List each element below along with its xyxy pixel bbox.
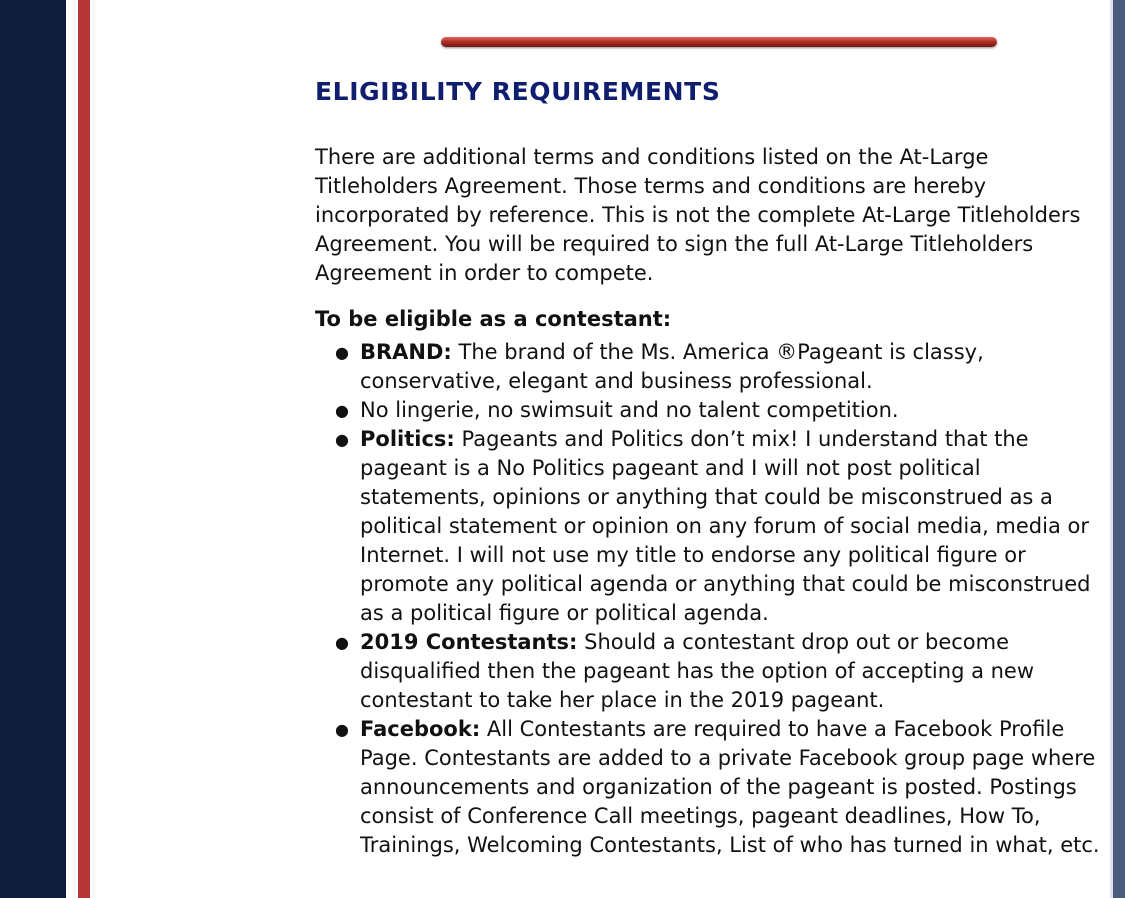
list-item-politics: [335, 425, 1112, 628]
requirements-list: [315, 338, 1115, 860]
list-item-facebook: [335, 715, 1112, 860]
left-red-stripe: [78, 0, 90, 898]
bullet-icon: ●: [335, 720, 349, 739]
item-text: Pageants and Politics don’t mix! I understand that the pageant is a No Politics pageant and I will not post political statements, opinions or anything that could be misconstrued as a political statement or opinion on any forum of social media, media or Internet. I will not use my title to endorse any political figure or promote any political agenda or anything that could be misconstrued as a political figure or political agenda.: [360, 427, 1091, 625]
bullet-icon: ●: [335, 401, 349, 420]
intro-paragraph: There are additional terms and conditions listed on the At-Large Titleholders Agreement. Those terms and conditions are hereby incorporated by reference. This is not the complete At-Large Titleholders Agreement. You will be required to sign the full At-Large Titleholders Agreement in order to compete.: [315, 145, 1081, 285]
list-item-no-lingerie: [335, 396, 1112, 425]
list-item-brand: [335, 338, 1112, 396]
bullet-icon: ●: [335, 633, 349, 652]
item-label: 2019 Contestants:: [360, 630, 578, 654]
item-label: BRAND:: [360, 340, 452, 364]
main-content: [315, 74, 1115, 860]
item-text: Should a contestant drop out or become disqualified then the pageant has the option of accepting a new contestant to take her place in the 2019 pageant.: [360, 630, 1035, 712]
item-label: Facebook:: [360, 717, 481, 741]
item-text: All Contestants are required to have a Facebook Profile Page. Contestants are added to a private Facebook group page where announcements and organization of the pageant is posted. Postings consist of Conference Call meetings, pageant deadlines, How To, Trainings, Welcoming Contestants, List of who has turned in what, etc.: [360, 717, 1100, 857]
item-text: No lingerie, no swimsuit and no talent competition.: [360, 398, 899, 422]
left-navy-stripe: [0, 0, 66, 898]
item-text: The brand of the Ms. America ®Pageant is classy, conservative, elegant and business professional.: [360, 340, 984, 393]
section-divider-bar: [441, 37, 997, 47]
list-item-2019-contestants: [335, 628, 1112, 715]
eligibility-subheading: To be eligible as a contestant:: [315, 307, 672, 331]
item-label: Politics:: [360, 427, 455, 451]
page-title: ELIGIBILITY REQUIREMENTS: [315, 77, 721, 106]
bullet-icon: ●: [335, 343, 349, 362]
left-white-stripe: [66, 0, 78, 898]
bullet-icon: ●: [335, 430, 349, 449]
